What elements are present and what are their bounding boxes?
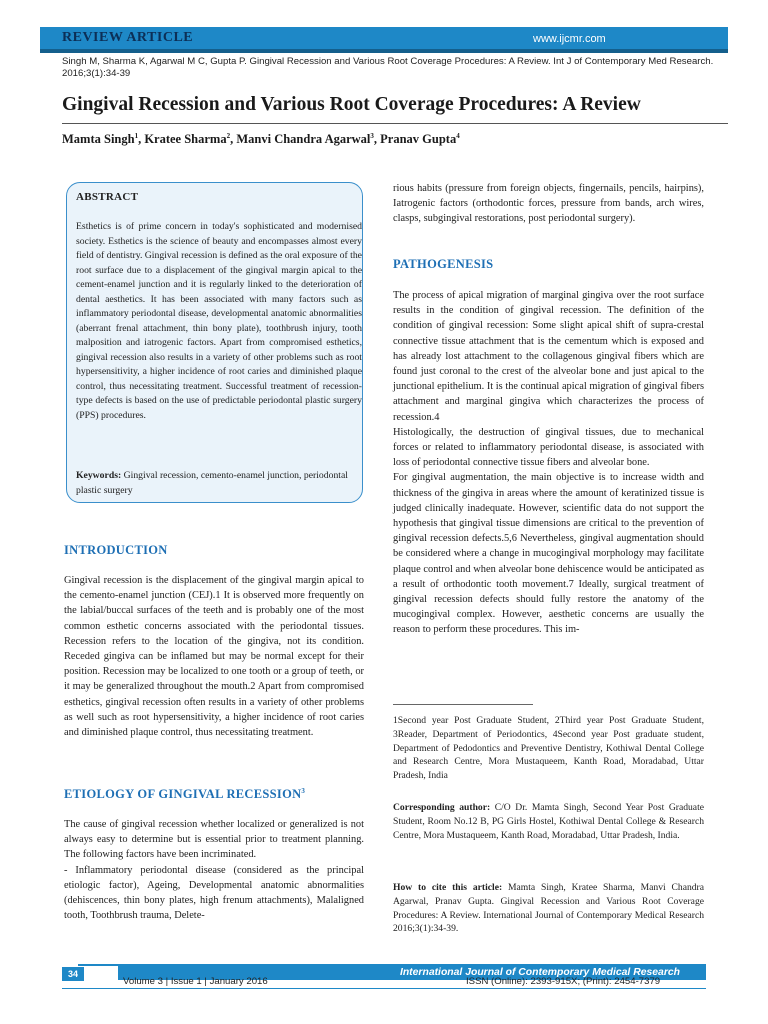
how-to-cite	[393, 881, 704, 936]
how-to-cite-text: Mamta Singh, Kratee Sharma, Manvi Chandra Agarwal, Pranav Gupta. Gingival Recession and Various Root Coverage Procedures: A Review. International Journal of Contemporary Medical Research 2016;3(1):34-39.	[393, 882, 704, 935]
author-affiliation-ref: 3	[370, 132, 374, 140]
pathogenesis-paragraph: For gingival augmentation, the main objective is to increase width and thickness of the gingiva in areas where the amount of keratinized tissue is judged clinically inadequate. However, scientific data do not support the hypothesis that gingival tissue dimensions are critical to the prevention of gingival recession defects.5,6 Nevertheless, gingival augmentation should be considered where a change in mucogingival morphology may facilitate plaque control and when alveolar bone dehiscence would be anticipated as a result of orthodontic tooth movement.7 Ideally, surgical treatment of gingival recession defects should fully restore the anatomy of the mucogingival complex. However, aesthetic concerns are usually the reason to perform these procedures. This im-	[393, 472, 704, 636]
pathogenesis-paragraph: The process of apical migration of marginal gingiva over the root surface results in the condition of gingival recession. The definition of the condition of gingival recession: Some slight apical shift of supra-crestal connective tissue attachment that is the cementum which is exposed and has already lost attachment to the collagenous gingival fibers which are found just coronal to the crest of the alveolar bone and just apical to the junctional epithelium. It is the continual apical migration of gingival fibers attachment and marginal gingiva which characterizes the process of recession.4	[393, 290, 704, 423]
etiology-heading	[64, 787, 305, 802]
keywords	[76, 469, 362, 498]
etiology-list-item: - Inflammatory periodontal disease (considered as the principal etiologic factor), Ageing, Developmental anatomic abnormalities (dehiscences, thin bony plates, high frenum attachments), Malaligned tooth, Toothbrush trauma, Delete-	[64, 864, 364, 922]
issn-info: ISSN (Online): 2393-915X; (Print): 2454-7379	[466, 976, 661, 987]
corresponding-author	[393, 801, 704, 842]
how-to-cite-label: How to cite this article:	[393, 882, 503, 893]
etiology-heading-ref: 3	[301, 787, 306, 795]
author-separator: ,	[138, 132, 145, 147]
volume-info: Volume 3 | Issue 1 | January 2016	[123, 976, 268, 987]
pathogenesis-body	[393, 288, 704, 638]
author-name: Pranav Gupta	[380, 132, 457, 147]
section-label: REVIEW ARTICLE	[62, 30, 194, 45]
etiology-paragraph: The cause of gingival recession whether localized or generalized is not always easy to determine but is essential prior to treatment planning. The following factors have been incriminated.	[64, 819, 364, 861]
page-number: 34	[67, 969, 78, 979]
introduction-body	[64, 573, 364, 740]
corresponding-label: Corresponding author:	[393, 802, 491, 813]
affiliations-text: 1Second year Post Graduate Student, 2Third year Post Graduate Student, 3Reader, Department of Periodontics, 4Second year Post graduate student, Department of Pedodontics and Preventive Dentistry, Kothiwal Dental College and Research Centre, Mora Mustaqueem, Kanth Road, Moradabad, Uttar Pradesh, India	[393, 715, 704, 782]
pathogenesis-paragraph: Histologically, the destruction of gingival tissues, due to mechanical forces or related to inflammatory periodontal disease, is associated with loss of periodontal connective tissue fibers and alveolar bone.	[393, 426, 704, 469]
journal-url[interactable]: www.ijcmr.com	[533, 33, 606, 45]
author-separator: ,	[230, 132, 237, 147]
etiology-body	[64, 817, 364, 923]
author-name: Manvi Chandra Agarwal	[236, 132, 371, 147]
author-affiliation-ref: 1	[134, 132, 139, 140]
abstract-body: Esthetics is of prime concern in today's sophisticated and modernised society. Esthetics is the science of beauty and encompasses almost every field of dentistry. Gingival recession is defined as the oral exposure of the root surface due to a displacement of the gingival margin apical to the cement-enamel junction and it is regularly linked to the deterioration of dental aesthetics. It has been associated with many factors such as inflammatory periodontal disease, developmental anatomic abnormalities (aberrant frenal attachment, thin bony plate), toothbrush injury, tooth malposition and iatrogenic factors. Apart from compromised esthetics, gingival recession also results in a variety of other problems such as root hypersensitivity, a higher incidence of root caries and diminished plaque control, thus necessitating treatment. Successful treatment of recession-type defects is based on the use of predictable periodontal plastic surgery (PPS) procedures.	[76, 221, 362, 421]
citation-line: Singh M, Sharma K, Agarwal M C, Gupta P. Gingival Recession and Various Root Coverage Procedures: A Review. Int J of Contemporary Med Research. 2016;3(1):34-39	[62, 56, 714, 79]
affiliations	[393, 714, 704, 783]
header-bar-shade	[40, 49, 728, 53]
keywords-text: Gingival recession, cemento-enamel junction, periodontal plastic surgery	[76, 470, 348, 496]
author-affiliation-ref: 2	[226, 132, 231, 140]
author-name: Kratee Sharma	[144, 132, 227, 147]
affiliation-divider	[393, 704, 533, 705]
abstract-heading: ABSTRACT	[76, 191, 139, 203]
paper-title: Gingival Recession and Various Root Coverage Procedures: A Review	[62, 94, 641, 115]
corresponding-text: C/O Dr. Mamta Singh, Second Year Post Graduate Student, Room No.12 B, PG Girls Hostel, Kothiwal Dental College & Research Centre, Mora Mustaqueem, Kanth Road, Moradabad, Uttar Pradesh, India.	[393, 802, 704, 841]
authors-line	[62, 132, 460, 147]
author-affiliation-ref: 4	[456, 132, 460, 140]
title-divider	[62, 123, 728, 124]
author-name: Mamta Singh	[62, 132, 135, 147]
introduction-paragraph: Gingival recession is the displacement of the gingival margin apical to the cemento-enamel junction (CEJ).1 It is observed more frequently on the labial/buccal surfaces of the teeth and is probably one of the most common esthetic concerns associated with the periodontal tissues. Recession refers to the location of the gingiva, not its condition. Receded gingiva can be inflamed but may be normal except for their position. Recession may be localized to one tooth or a group of teeth, or it may be generalized throughout the mouth.2 Apart from compromised esthetics, gingival recession often results in a variety of other problems as well such as root hypersensitivity, a higher incidence of root caries and diminished plaque control, thus necessitating treatment.	[64, 575, 364, 739]
pathogenesis-heading: PATHOGENESIS	[393, 257, 494, 271]
keywords-label: Keywords:	[76, 470, 122, 481]
author-separator: ,	[373, 132, 381, 147]
introduction-heading: INTRODUCTION	[64, 543, 168, 557]
etiology-continuation: rious habits (pressure from foreign objects, fingernails, pencils, hairpins), Iatrogenic factors (orthodontic forces, pressure from bands, arch wires, clasps, subgingival restorations, post periodontal surgery).	[393, 183, 704, 225]
etiology-heading-text: ETIOLOGY OF GINGIVAL RECESSION	[64, 787, 302, 802]
footer-bottom-line	[62, 988, 706, 989]
footer-journal-name: International Journal of Contemporary Medical Research	[399, 967, 680, 978]
